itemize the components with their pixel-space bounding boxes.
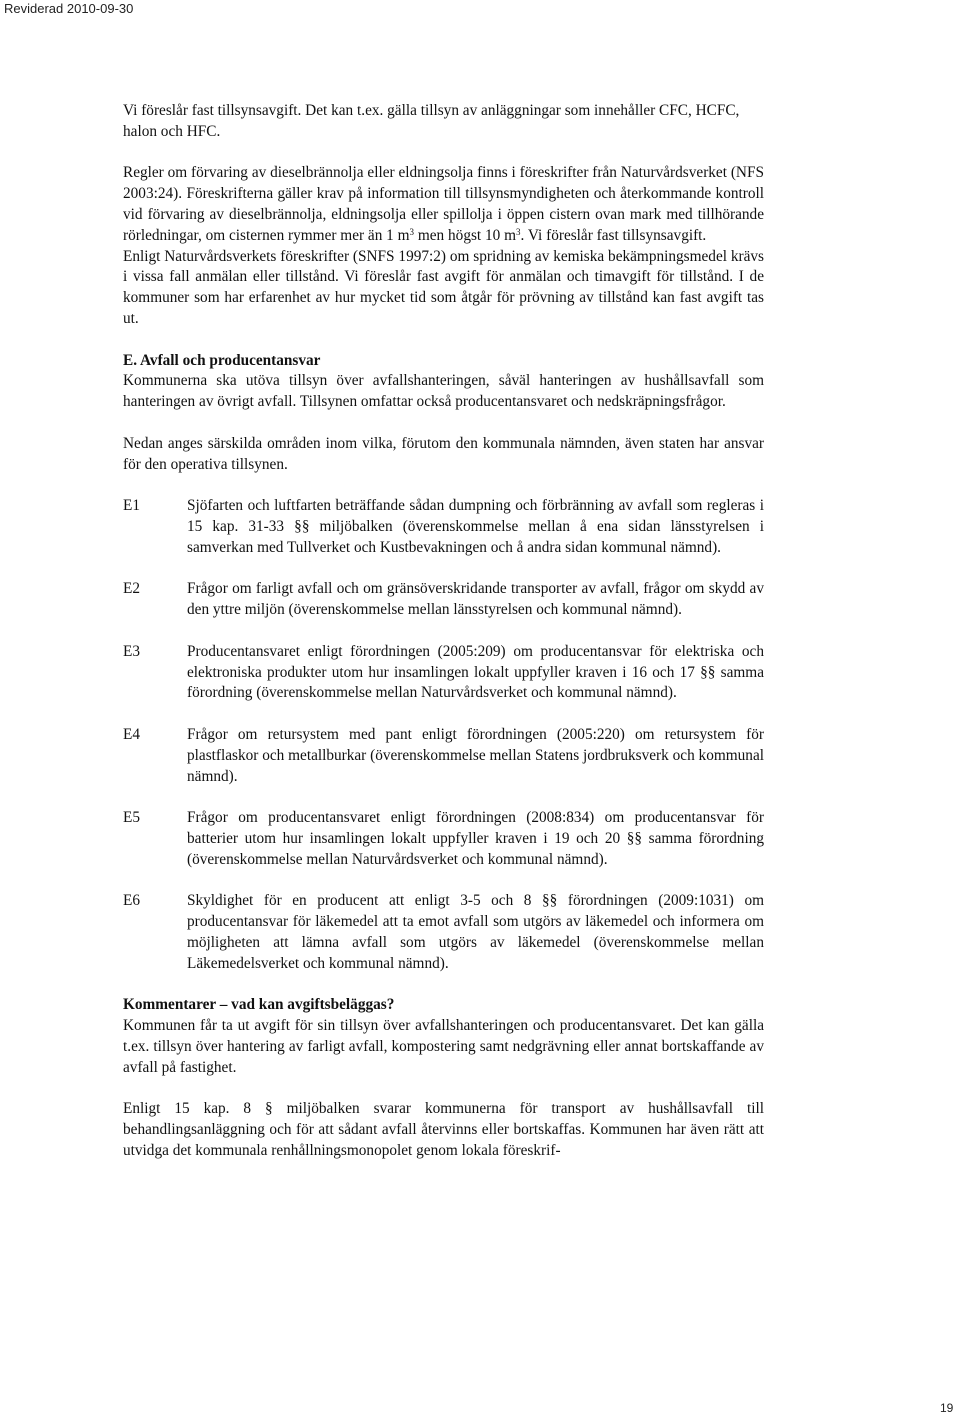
- list-item: [123, 579, 764, 621]
- superscript-3: 3: [516, 226, 521, 237]
- comments-paragraph-2: Enligt 15 kap. 8 § miljöbalken svarar kommunerna för transport av hushållsavfall till behandlingsanläggning och för att sådant avfall återvinns eller bortskaffas. Kommunen har även rätt att utvidga det kommunala renhållningsmonopolet genom lokala föreskrif-: [123, 1100, 764, 1159]
- intro-paragraph-3: Enligt Naturvårdsverkets föreskrifter (SNFS 1997:2) om spridning av kemiska bekämpningsmedel krävs i vissa fall anmälan eller tillstånd. Vi föreslår fast avgift för anmälan och timavgift för tillstånd. I de kommuner som har erfarenhet av hur mycket tid som åtgår för prövning av tillstånd kan fast avgift tas ut.: [123, 247, 764, 327]
- intro-paragraph-2: [123, 163, 764, 246]
- superscript-3: 3: [409, 226, 415, 237]
- item-code: E3: [123, 642, 140, 660]
- comments-heading: Kommentarer – vad kan avgiftsbeläggas?: [123, 996, 395, 1014]
- item-text: Skyldighet för en producent att enligt 3-5 och 8 §§ förordningen (2009:1031) om producentansvar för läkemedel att ta emot avfall som utgörs av läkemedel och informera om möjligheten att lämna avfall som utgörs av läkemedel (överenskommelse mellan Läkemedelsverket och kommunal nämnd).: [187, 892, 764, 972]
- document-body: [123, 101, 764, 1162]
- item-text: Sjöfarten och luftfarten beträffande sådan dumpning och förbränning av avfall som regleras i 15 kap. 31-33 §§ miljöbalken (överenskommelse mellan å ena sidan länsstyrelsen i samverkan med Tullverket och Kustbevakningen och å andra sidan kommunal nämnd).: [187, 497, 764, 556]
- comments-paragraph-1: Kommunen får ta ut avgift för sin tillsyn över avfallshanteringen och producentansvaret. Det kan gälla t.ex. tillsyn över hantering av farligt avfall, kompostering samt nedgrävning eller annat bortskaffande av avfall på fastighet.: [123, 1017, 764, 1076]
- intro-p2-text-b: men högst 10 m: [414, 226, 517, 244]
- item-code: E4: [123, 725, 140, 743]
- list-item: [123, 891, 764, 974]
- item-code: E6: [123, 892, 140, 910]
- page-number: 19: [940, 1401, 954, 1415]
- intro-p2-text-c: . Vi föreslår fast tillsynsavgift.: [520, 226, 707, 244]
- section-e-paragraph-1: Kommunerna ska utöva tillsyn över avfallshanteringen, såväl hanteringen av hushållsavfall som hanteringen av övrigt avfall. Tillsynen omfattar också producentansvaret och nedskräpningsfrågor.: [123, 372, 764, 411]
- list-item: [123, 725, 764, 787]
- section-heading-e: E. Avfall och producentansvar: [123, 351, 321, 369]
- item-code: E1: [123, 497, 140, 515]
- item-text: Frågor om farligt avfall och om gränsöverskridande transporter av avfall, frågor om skydd av den yttre miljön (överenskommelse mellan länsstyrelsen och kommunal nämnd).: [187, 580, 764, 619]
- item-text: Frågor om retursystem med pant enligt förordningen (2005:220) om retursystem för plastflaskor och metallburkar (överenskommelse mellan Statens jordbruksverk och kommunal nämnd).: [187, 725, 764, 785]
- list-item: [123, 642, 764, 704]
- item-text: Frågor om producentansvaret enligt förordningen (2008:834) om producentansvar för batterier utom hur insamlingen lokalt uppfyller kraven i 19 och 20 §§ samma förordning (överenskommelse mellan Naturvårdsverket och kommunal nämnd).: [187, 809, 764, 868]
- list-item: [123, 808, 764, 870]
- item-code: E2: [123, 580, 140, 598]
- item-code: E5: [123, 809, 140, 827]
- item-text: Producentansvaret enligt förordningen (2005:209) om producentansvar för elektriska och elektroniska produkter utom hur insamlingen lokalt uppfyller kraven i 16 och 17 §§ samma förordning (överenskommelse mellan Naturvårdsverket och kommunal nämnd).: [187, 642, 764, 702]
- intro-p2-text-a: Regler om förvaring av dieselbrännolja eller eldningsolja finns i föreskrifter från Naturvårdsverket (NFS 2003:24). Föreskrifterna gäller krav på information till tillsynsmyndigheten och återkommande kontroll vid förvaring av dieselbrännolja, eldningsolja eller spillolja i öppen cistern ovan mark med tillhörande rörledningar, om cisternen rymmer mer än 1 m: [123, 164, 764, 244]
- section-e-paragraph-2: Nedan anges särskilda områden inom vilka, förutom den kommunala nämnden, även staten har ansvar för den operativa tillsynen.: [123, 434, 764, 473]
- intro-paragraph-1: Vi föreslår fast tillsynsavgift. Det kan t.ex. gälla tillsyn av anläggningar som innehåller CFC, HCFC, halon och HFC.: [123, 102, 740, 140]
- list-item: [123, 496, 764, 558]
- responsibility-list: [123, 496, 764, 974]
- revision-date: Reviderad 2010-09-30: [4, 1, 134, 16]
